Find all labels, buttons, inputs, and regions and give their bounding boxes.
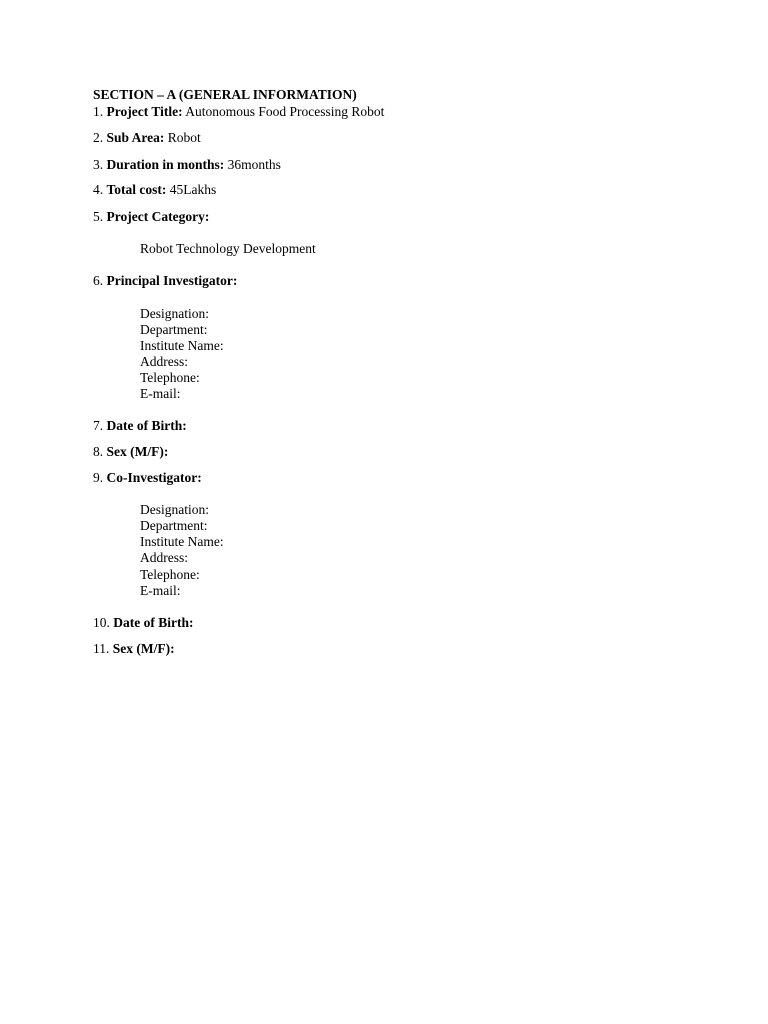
field-ci-sex bbox=[93, 641, 175, 657]
pi-department: Department: bbox=[140, 322, 208, 337]
section-heading: SECTION – A (GENERAL INFORMATION) bbox=[93, 87, 357, 102]
field-value: Autonomous Food Processing Robot bbox=[185, 104, 385, 119]
field-label: Duration in months: bbox=[106, 157, 225, 172]
field-duration bbox=[93, 157, 281, 173]
field-number: 1. bbox=[93, 104, 104, 119]
ci-department: Department: bbox=[140, 518, 208, 533]
field-label: Total cost: bbox=[106, 182, 167, 197]
field-co-investigator bbox=[93, 470, 202, 486]
field-pi-sex bbox=[93, 444, 168, 460]
field-number: 11. bbox=[93, 641, 110, 656]
field-number: 8. bbox=[93, 444, 104, 459]
ci-telephone: Telephone: bbox=[140, 567, 200, 582]
pi-institute-name: Institute Name: bbox=[140, 338, 224, 353]
field-ci-date-of-birth bbox=[93, 615, 193, 631]
field-project-category bbox=[93, 209, 209, 225]
project-category-value: Robot Technology Development bbox=[140, 241, 316, 256]
field-label: Principal Investigator: bbox=[106, 273, 238, 288]
pi-designation: Designation: bbox=[140, 306, 209, 321]
field-pi-date-of-birth bbox=[93, 418, 187, 434]
field-number: 2. bbox=[93, 130, 104, 145]
field-number: 3. bbox=[93, 157, 104, 172]
field-label: Project Category: bbox=[106, 209, 210, 224]
field-sub-area bbox=[93, 130, 201, 146]
field-number: 6. bbox=[93, 273, 104, 288]
field-principal-investigator bbox=[93, 273, 237, 289]
field-number: 10. bbox=[93, 615, 110, 630]
pi-address: Address: bbox=[140, 354, 188, 369]
field-label: Sex (M/F): bbox=[112, 641, 175, 656]
ci-address: Address: bbox=[140, 550, 188, 565]
field-value: Robot bbox=[167, 130, 201, 145]
field-value: 45Lakhs bbox=[169, 182, 217, 197]
field-number: 5. bbox=[93, 209, 104, 224]
field-label: Sex (M/F): bbox=[106, 444, 169, 459]
field-label: Sub Area: bbox=[106, 130, 165, 145]
ci-institute-name: Institute Name: bbox=[140, 534, 224, 549]
field-number: 9. bbox=[93, 470, 104, 485]
field-total-cost bbox=[93, 182, 216, 198]
field-label: Date of Birth: bbox=[113, 615, 194, 630]
field-value: 36months bbox=[227, 157, 281, 172]
field-label: Co-Investigator: bbox=[106, 470, 202, 485]
pi-email: E-mail: bbox=[140, 386, 181, 401]
ci-email: E-mail: bbox=[140, 583, 181, 598]
pi-telephone: Telephone: bbox=[140, 370, 200, 385]
ci-designation: Designation: bbox=[140, 502, 209, 517]
field-number: 4. bbox=[93, 182, 104, 197]
field-label: Date of Birth: bbox=[106, 418, 187, 433]
field-project-title bbox=[93, 104, 384, 120]
field-number: 7. bbox=[93, 418, 104, 433]
field-label: Project Title: bbox=[106, 104, 183, 119]
